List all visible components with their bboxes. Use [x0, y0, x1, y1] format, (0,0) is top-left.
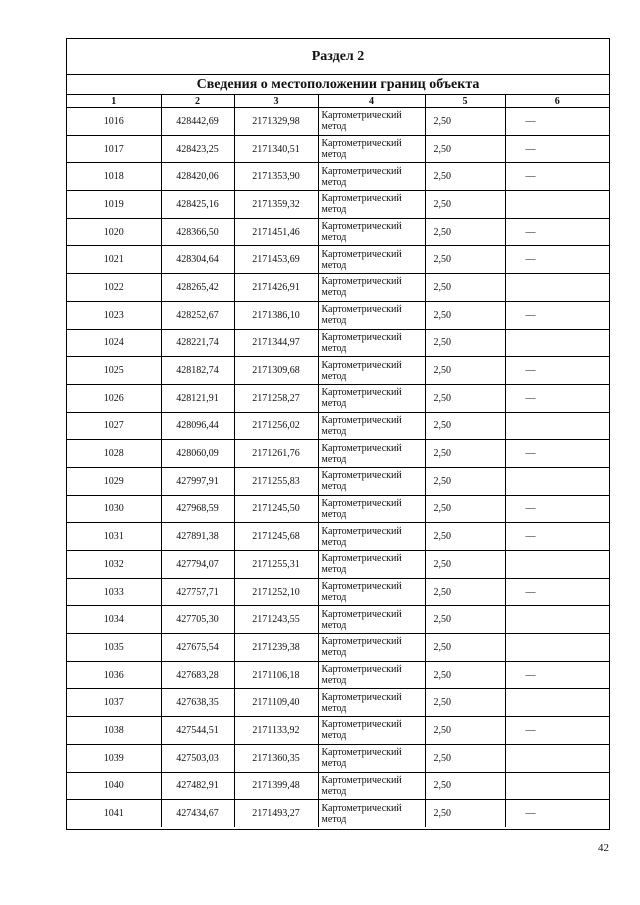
table-row: [67, 301, 609, 329]
method-cell: Картометрический метод: [318, 329, 425, 357]
description-cell: —: [505, 218, 609, 246]
accuracy-cell: 2,50: [425, 689, 505, 717]
method-cell: Картометрический метод: [318, 135, 425, 163]
x-coordinate-cell: 428304,64: [161, 246, 234, 274]
x-coordinate-cell: 427683,28: [161, 661, 234, 689]
method-cell: Картометрический метод: [318, 384, 425, 412]
accuracy-cell: 2,50: [425, 495, 505, 523]
table-row: [67, 661, 609, 689]
method-cell: Картометрический метод: [318, 661, 425, 689]
table-row: [67, 135, 609, 163]
x-coordinate-cell: 427794,07: [161, 551, 234, 579]
table-row: [67, 744, 609, 772]
table-row: [67, 163, 609, 191]
description-cell: —: [505, 108, 609, 136]
point-number-cell: 1034: [67, 606, 161, 634]
method-cell: Картометрический метод: [318, 689, 425, 717]
description-cell: [505, 274, 609, 302]
y-coordinate-cell: 2171340,51: [234, 135, 318, 163]
description-cell: [505, 551, 609, 579]
y-coordinate-cell: 2171256,02: [234, 412, 318, 440]
accuracy-cell: 2,50: [425, 412, 505, 440]
accuracy-cell: 2,50: [425, 329, 505, 357]
point-number-cell: 1021: [67, 246, 161, 274]
page-number: 42: [598, 842, 609, 854]
description-cell: —: [505, 661, 609, 689]
point-number-cell: 1024: [67, 329, 161, 357]
y-coordinate-cell: 2171309,68: [234, 357, 318, 385]
table-row: [67, 606, 609, 634]
point-number-cell: 1019: [67, 191, 161, 219]
method-cell: Картометрический метод: [318, 606, 425, 634]
table-row: [67, 634, 609, 662]
description-cell: —: [505, 578, 609, 606]
method-cell: Картометрический метод: [318, 301, 425, 329]
table-row: [67, 191, 609, 219]
description-cell: —: [505, 384, 609, 412]
point-number-cell: 1031: [67, 523, 161, 551]
point-number-cell: 1028: [67, 440, 161, 468]
table-row: [67, 578, 609, 606]
description-cell: —: [505, 163, 609, 191]
point-number-cell: 1035: [67, 634, 161, 662]
x-coordinate-cell: 427968,59: [161, 495, 234, 523]
method-cell: Картометрический метод: [318, 551, 425, 579]
boundary-coordinates-table: [67, 95, 609, 827]
description-cell: —: [505, 301, 609, 329]
description-cell: —: [505, 495, 609, 523]
y-coordinate-cell: 2171245,50: [234, 495, 318, 523]
accuracy-cell: 2,50: [425, 551, 505, 579]
description-cell: [505, 744, 609, 772]
accuracy-cell: 2,50: [425, 163, 505, 191]
accuracy-cell: 2,50: [425, 744, 505, 772]
accuracy-cell: 2,50: [425, 800, 505, 827]
x-coordinate-cell: 427638,35: [161, 689, 234, 717]
table-row: [67, 246, 609, 274]
accuracy-cell: 2,50: [425, 634, 505, 662]
point-number-cell: 1040: [67, 772, 161, 800]
y-coordinate-cell: 2171329,98: [234, 108, 318, 136]
table-row: [67, 772, 609, 800]
y-coordinate-cell: 2171344,97: [234, 329, 318, 357]
method-cell: Картометрический метод: [318, 523, 425, 551]
method-cell: Картометрический метод: [318, 246, 425, 274]
accuracy-cell: 2,50: [425, 717, 505, 745]
point-number-cell: 1020: [67, 218, 161, 246]
y-coordinate-cell: 2171261,76: [234, 440, 318, 468]
table-row: [67, 717, 609, 745]
x-coordinate-cell: 427891,38: [161, 523, 234, 551]
point-number-cell: 1039: [67, 744, 161, 772]
accuracy-cell: 2,50: [425, 772, 505, 800]
description-cell: [505, 772, 609, 800]
column-header: 6: [505, 95, 609, 108]
table-row: [67, 218, 609, 246]
point-number-cell: 1018: [67, 163, 161, 191]
x-coordinate-cell: 428060,09: [161, 440, 234, 468]
accuracy-cell: 2,50: [425, 218, 505, 246]
method-cell: Картометрический метод: [318, 772, 425, 800]
method-cell: Картометрический метод: [318, 634, 425, 662]
description-cell: —: [505, 135, 609, 163]
y-coordinate-cell: 2171239,38: [234, 634, 318, 662]
y-coordinate-cell: 2171245,68: [234, 523, 318, 551]
method-cell: Картометрический метод: [318, 578, 425, 606]
x-coordinate-cell: 428182,74: [161, 357, 234, 385]
x-coordinate-cell: 427997,91: [161, 467, 234, 495]
accuracy-cell: 2,50: [425, 440, 505, 468]
description-cell: [505, 412, 609, 440]
point-number-cell: 1022: [67, 274, 161, 302]
point-number-cell: 1038: [67, 717, 161, 745]
point-number-cell: 1029: [67, 467, 161, 495]
x-coordinate-cell: 428221,74: [161, 329, 234, 357]
method-cell: Картометрический метод: [318, 108, 425, 136]
y-coordinate-cell: 2171255,83: [234, 467, 318, 495]
point-number-cell: 1030: [67, 495, 161, 523]
x-coordinate-cell: 428096,44: [161, 412, 234, 440]
table-row: [67, 357, 609, 385]
description-cell: —: [505, 717, 609, 745]
accuracy-cell: 2,50: [425, 108, 505, 136]
accuracy-cell: 2,50: [425, 578, 505, 606]
x-coordinate-cell: 428121,91: [161, 384, 234, 412]
column-header: 5: [425, 95, 505, 108]
method-cell: Картометрический метод: [318, 357, 425, 385]
point-number-cell: 1037: [67, 689, 161, 717]
method-cell: Картометрический метод: [318, 717, 425, 745]
point-number-cell: 1025: [67, 357, 161, 385]
method-cell: Картометрический метод: [318, 495, 425, 523]
accuracy-cell: 2,50: [425, 467, 505, 495]
table-row: [67, 329, 609, 357]
y-coordinate-cell: 2171243,55: [234, 606, 318, 634]
description-cell: [505, 329, 609, 357]
point-number-cell: 1041: [67, 800, 161, 827]
x-coordinate-cell: 428423,25: [161, 135, 234, 163]
method-cell: Картометрический метод: [318, 274, 425, 302]
table-row: [67, 274, 609, 302]
description-cell: —: [505, 523, 609, 551]
table-row: [67, 551, 609, 579]
point-number-cell: 1032: [67, 551, 161, 579]
table-row: [67, 800, 609, 827]
accuracy-cell: 2,50: [425, 191, 505, 219]
x-coordinate-cell: 427482,91: [161, 772, 234, 800]
y-coordinate-cell: 2171255,31: [234, 551, 318, 579]
y-coordinate-cell: 2171453,69: [234, 246, 318, 274]
y-coordinate-cell: 2171106,18: [234, 661, 318, 689]
method-cell: Картометрический метод: [318, 191, 425, 219]
point-number-cell: 1036: [67, 661, 161, 689]
y-coordinate-cell: 2171258,27: [234, 384, 318, 412]
table-row: [67, 689, 609, 717]
y-coordinate-cell: 2171360,35: [234, 744, 318, 772]
description-cell: —: [505, 800, 609, 827]
x-coordinate-cell: 427434,67: [161, 800, 234, 827]
y-coordinate-cell: 2171386,10: [234, 301, 318, 329]
column-header: 1: [67, 95, 161, 108]
column-number-row: [67, 95, 609, 108]
table-body: [67, 108, 609, 827]
point-number-cell: 1017: [67, 135, 161, 163]
accuracy-cell: 2,50: [425, 661, 505, 689]
point-number-cell: 1026: [67, 384, 161, 412]
accuracy-cell: 2,50: [425, 606, 505, 634]
x-coordinate-cell: 428442,69: [161, 108, 234, 136]
x-coordinate-cell: 428265,42: [161, 274, 234, 302]
point-number-cell: 1016: [67, 108, 161, 136]
section-title: Раздел 2: [67, 39, 609, 75]
x-coordinate-cell: 428420,06: [161, 163, 234, 191]
y-coordinate-cell: 2171353,90: [234, 163, 318, 191]
section-subtitle: Сведения о местоположении границ объекта: [67, 75, 609, 95]
description-cell: —: [505, 440, 609, 468]
y-coordinate-cell: 2171493,27: [234, 800, 318, 827]
method-cell: Картометрический метод: [318, 800, 425, 827]
description-cell: —: [505, 357, 609, 385]
x-coordinate-cell: 427544,51: [161, 717, 234, 745]
table-row: [67, 440, 609, 468]
description-cell: [505, 467, 609, 495]
table-row: [67, 412, 609, 440]
y-coordinate-cell: 2171451,46: [234, 218, 318, 246]
x-coordinate-cell: 427675,54: [161, 634, 234, 662]
method-cell: Картометрический метод: [318, 412, 425, 440]
column-header: 4: [318, 95, 425, 108]
point-number-cell: 1027: [67, 412, 161, 440]
method-cell: Картометрический метод: [318, 163, 425, 191]
method-cell: Картометрический метод: [318, 440, 425, 468]
column-header: 2: [161, 95, 234, 108]
accuracy-cell: 2,50: [425, 523, 505, 551]
table-row: [67, 108, 609, 136]
x-coordinate-cell: 427757,71: [161, 578, 234, 606]
method-cell: Картометрический метод: [318, 218, 425, 246]
table-row: [67, 467, 609, 495]
x-coordinate-cell: 428366,50: [161, 218, 234, 246]
y-coordinate-cell: 2171426,91: [234, 274, 318, 302]
point-number-cell: 1033: [67, 578, 161, 606]
point-number-cell: 1023: [67, 301, 161, 329]
y-coordinate-cell: 2171109,40: [234, 689, 318, 717]
description-cell: —: [505, 246, 609, 274]
method-cell: Картометрический метод: [318, 744, 425, 772]
x-coordinate-cell: 428425,16: [161, 191, 234, 219]
y-coordinate-cell: 2171133,92: [234, 717, 318, 745]
accuracy-cell: 2,50: [425, 246, 505, 274]
description-cell: [505, 689, 609, 717]
y-coordinate-cell: 2171359,32: [234, 191, 318, 219]
column-header: 3: [234, 95, 318, 108]
description-cell: [505, 606, 609, 634]
table-row: [67, 523, 609, 551]
description-cell: [505, 634, 609, 662]
accuracy-cell: 2,50: [425, 384, 505, 412]
x-coordinate-cell: 427503,03: [161, 744, 234, 772]
accuracy-cell: 2,50: [425, 274, 505, 302]
accuracy-cell: 2,50: [425, 357, 505, 385]
accuracy-cell: 2,50: [425, 301, 505, 329]
y-coordinate-cell: 2171399,48: [234, 772, 318, 800]
method-cell: Картометрический метод: [318, 467, 425, 495]
description-cell: [505, 191, 609, 219]
x-coordinate-cell: 428252,67: [161, 301, 234, 329]
table-row: [67, 495, 609, 523]
x-coordinate-cell: 427705,30: [161, 606, 234, 634]
accuracy-cell: 2,50: [425, 135, 505, 163]
section-frame: [66, 38, 610, 830]
table-row: [67, 384, 609, 412]
y-coordinate-cell: 2171252,10: [234, 578, 318, 606]
